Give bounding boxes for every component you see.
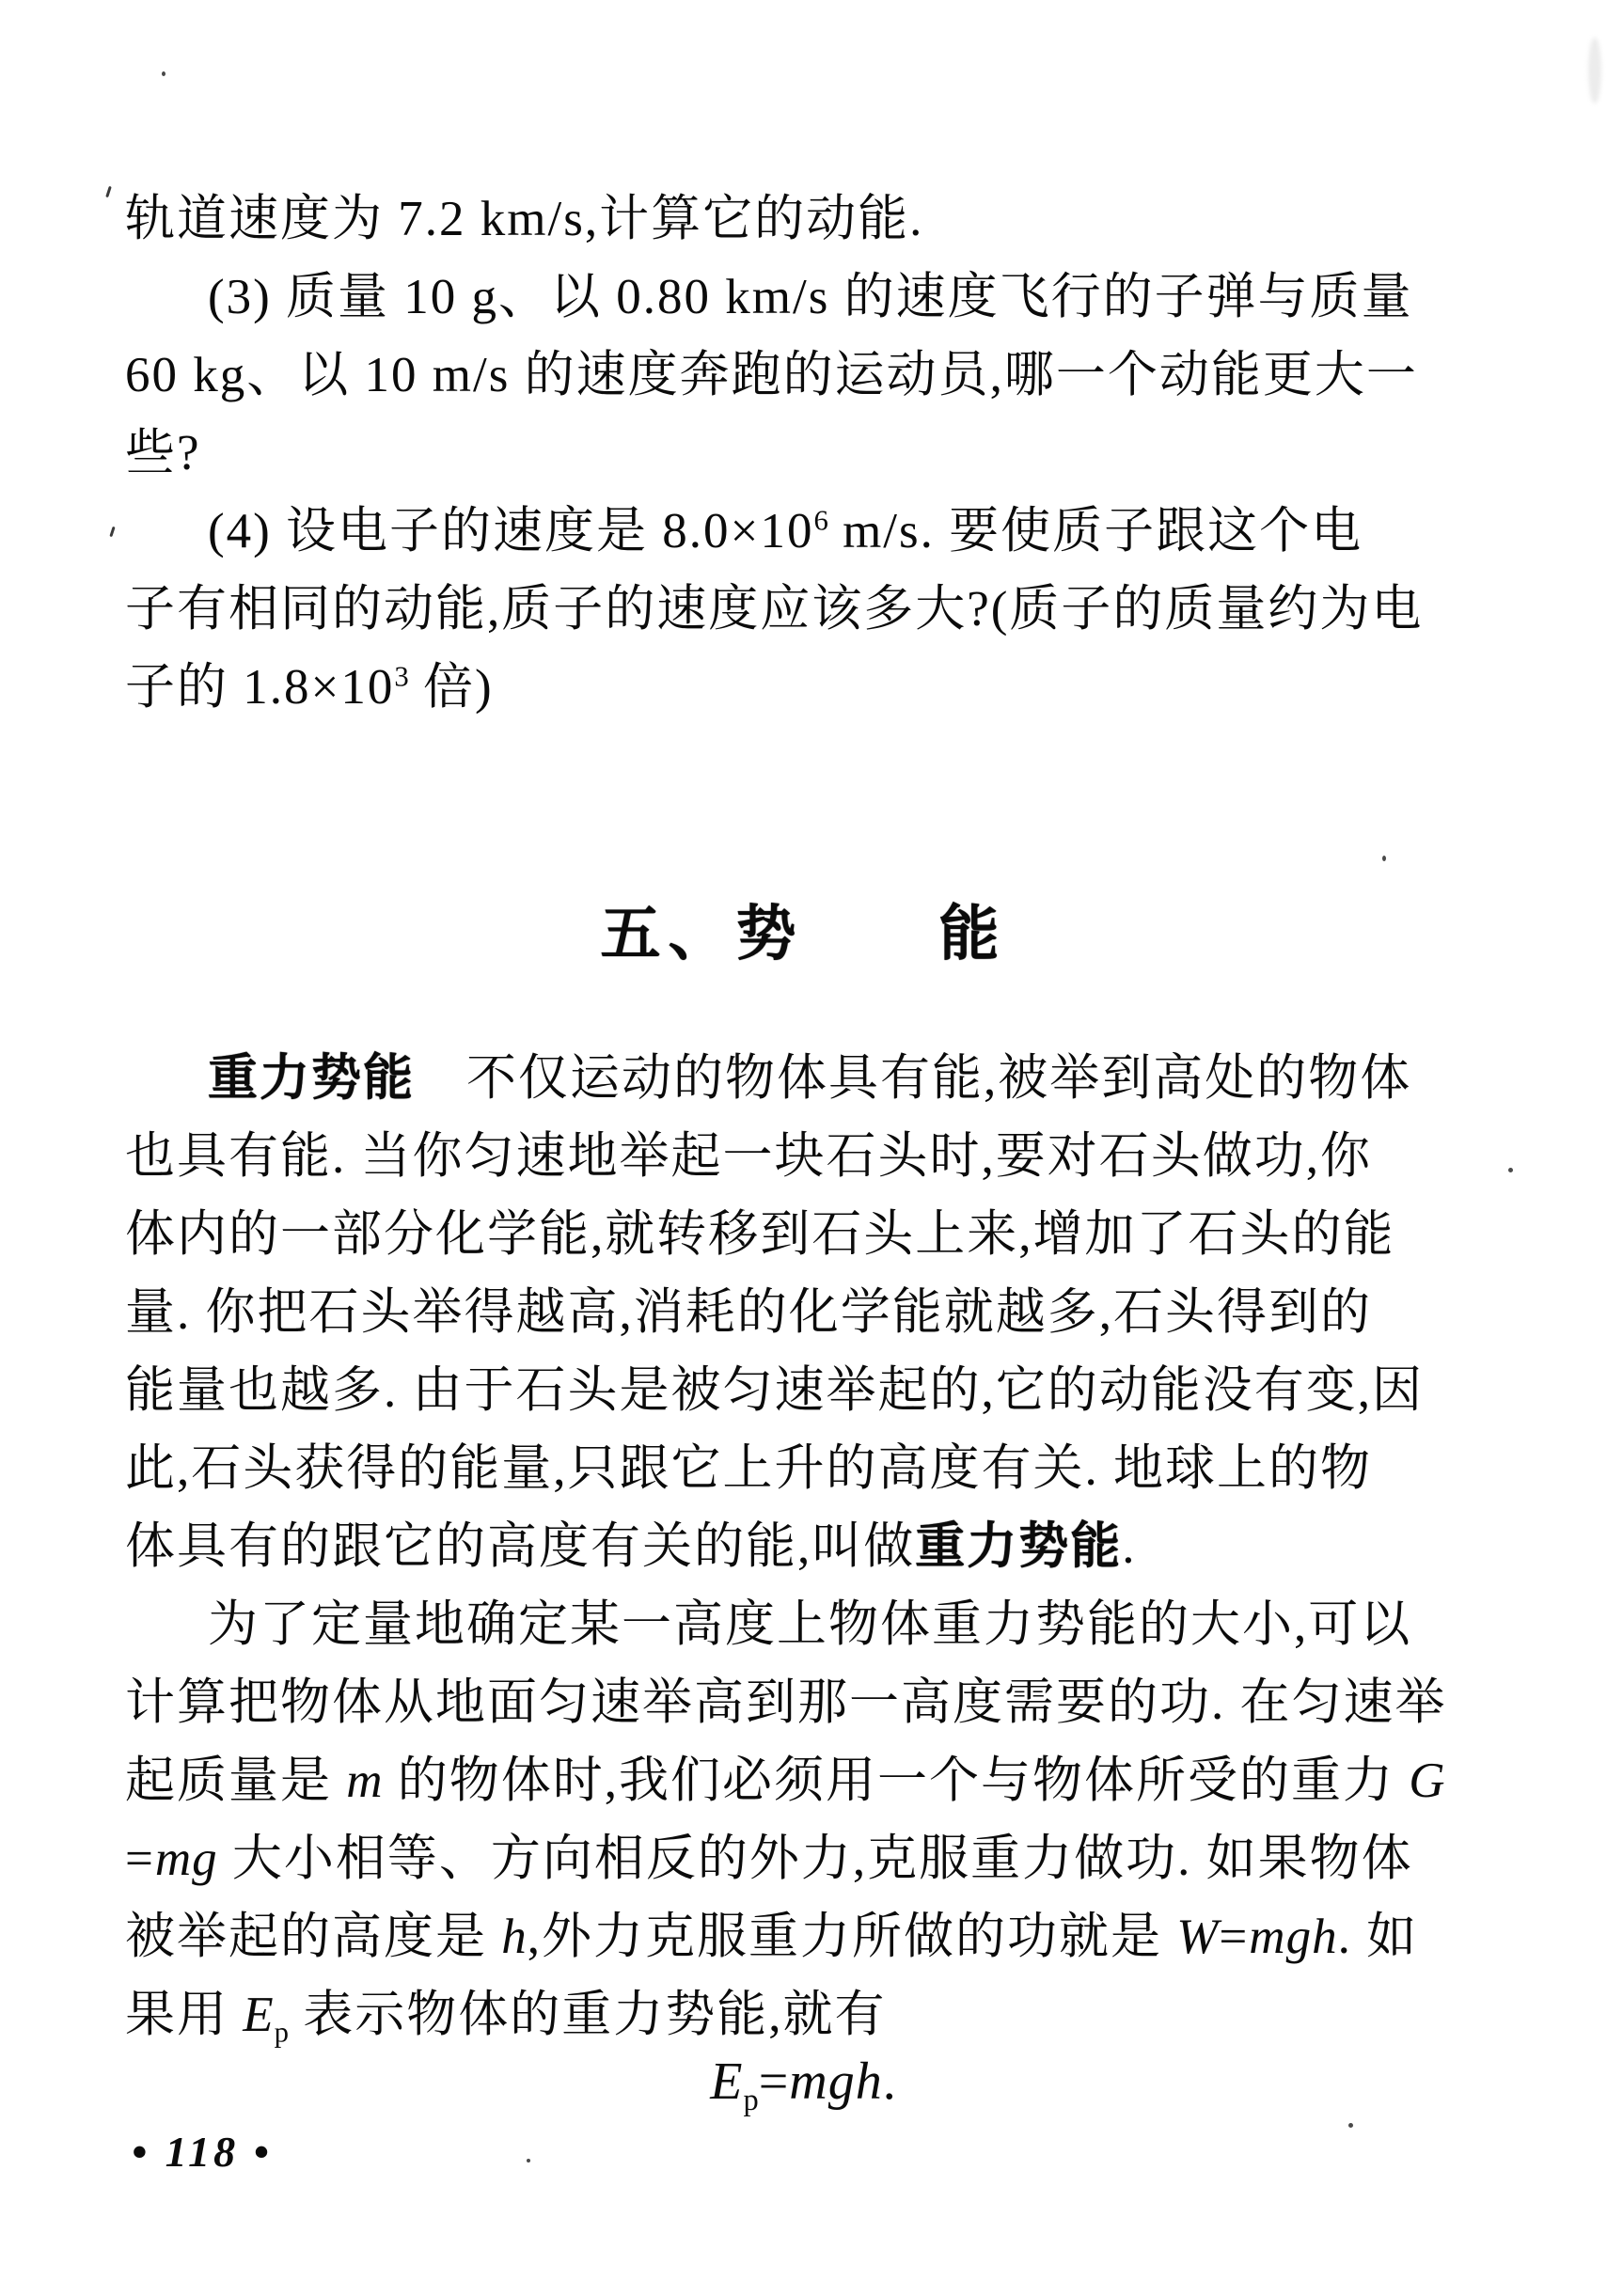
text-line: 果用 $E_p$ 表示物体的重力势能,就有	[125, 1988, 887, 2049]
text-line: 体内的一部分化学能,就转移到石头上来,增加了石头的能	[125, 1207, 1395, 1262]
page-number: • 118 •	[132, 2128, 273, 2176]
text-line: 计算把物体从地面匀速举高到那一高度需要的功. 在匀速举	[125, 1675, 1447, 1730]
scan-speck	[1382, 856, 1386, 861]
text-line: =mg 大小相等、方向相反的外力,克服重力做功. 如果物体	[125, 1832, 1413, 1886]
scan-speck	[1348, 2123, 1353, 2128]
text-line: 子的 $1.8\times 10^3$ 倍)	[125, 660, 494, 715]
text-line: 子有相同的动能,质子的速度应该多大?(质子的质量约为电	[125, 582, 1424, 637]
text-line: 为了定量地确定某一高度上物体重力势能的大小,可以	[208, 1597, 1412, 1652]
text-line: 能量也越多. 由于石头是被匀速举起的,它的动能没有变,因	[125, 1363, 1424, 1418]
text-line: 轨道速度为 7.2 km/s,计算它的动能.	[125, 192, 924, 246]
scan-speck	[162, 71, 165, 76]
scan-speck	[527, 2159, 530, 2162]
text-line: 重力势能 不仅运动的物体具有能,被举到高处的物体	[208, 1051, 1412, 1106]
scan-speck	[1508, 1168, 1513, 1172]
body-text	[125, 1040, 1522, 2054]
text-line: 体具有的跟它的高度有关的能,叫做重力势能.	[125, 1519, 1137, 1574]
text-line: 些?	[125, 426, 201, 480]
scan-speck	[109, 527, 115, 537]
text-line: 此,石头获得的能量,只跟它上升的高度有关. 地球上的物	[125, 1441, 1372, 1496]
text-line: 被举起的高度是 h,外力克服重力所做的功就是 W=mgh. 如	[125, 1910, 1419, 1964]
exercise-text	[125, 181, 1522, 727]
text-line: (3) 质量 10 g、以 0.80 km/s 的速度飞行的子弹与质量	[208, 270, 1413, 324]
text-line: 起质量是 m 的物体时,我们必须用一个与物体所受的重力 G	[125, 1753, 1446, 1808]
text-line: 60 kg、以 10 m/s 的速度奔跑的运动员,哪一个动能更大一	[125, 348, 1418, 402]
formula-ep-mgh: $E_p=mgh$.	[710, 2052, 897, 2118]
scan-smudge	[1588, 38, 1601, 103]
text-line: (4) 设电子的速度是 $8.0\times 10^6$ m/s. 要使质子跟这个电	[208, 504, 1363, 558]
text-line: 量. 你把石头举得越高,消耗的化学能就越多,石头得到的	[125, 1285, 1372, 1340]
scan-speck	[105, 186, 112, 197]
section-heading: 五、势 能	[600, 901, 1007, 967]
text-line: 也具有能. 当你匀速地举起一块石头时,要对石头做功,你	[125, 1129, 1372, 1184]
